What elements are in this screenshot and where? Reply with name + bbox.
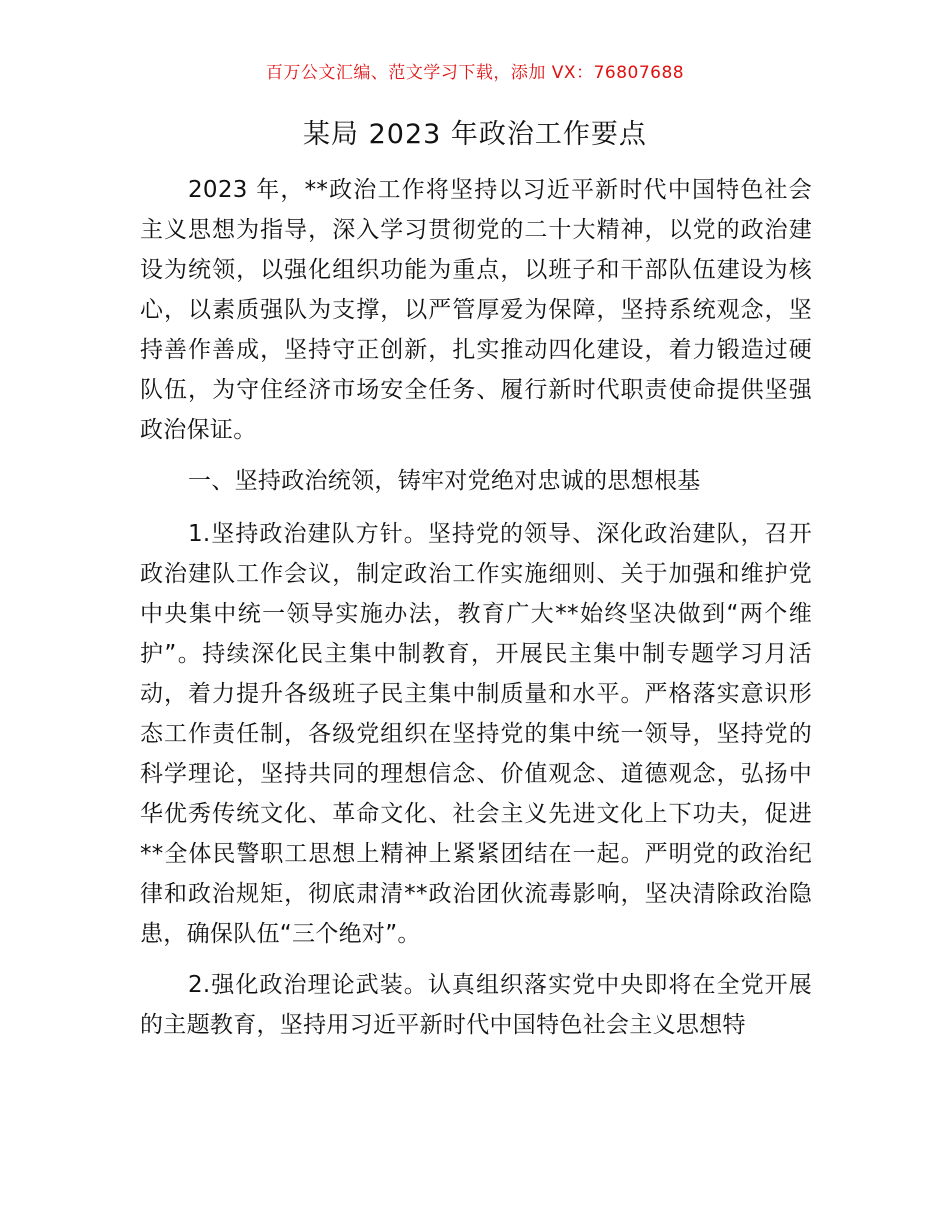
header-banner: 百万公文汇编、范文学习下载，添加 VX：76807688 bbox=[265, 63, 685, 83]
item-paragraph-1: 1.坚持政治建队方针。坚持党的领导、深化政治建队，召开政治建队工作会议，制定政治工作实施细则、关于加强和维护党中央集中统一领导实施办法，教育广大**始终坚决做到“两个维护”。持续深化民主集中制教育，开展民主集中制专题学习月活动，着力提升各级班子民主集中制质量和水平。严格落实意识形态工作责任制，各级党组织在坚持党的集中统一领导，坚持党的科学理论，坚持共同的理想信念、价值观念、道德观念，弘扬中华优秀传统文化、革命文化、社会主义先进文化上下功夫，促进**全体民警职工思想上精神上紧紧团结在一起。严明党的政治纪律和政治规矩，彻底肃清**政治团伙流毒影响，坚决清除政治隐患，确保队伍“三个绝对”。 bbox=[140, 521, 812, 947]
document-title: 某局 2023 年政治工作要点 bbox=[303, 119, 647, 150]
section-heading: 一、坚持政治统领，铸牢对党绝对忠诚的思想根基 bbox=[188, 468, 701, 494]
document-body bbox=[140, 170, 812, 1056]
intro-paragraph: 2023 年，**政治工作将坚持以习近平新时代中国特色社会主义思想为指导，深入学习贯彻党的二十大精神，以党的政治建设为统领，以强化组织功能为重点，以班子和干部队伍建设为核心，以素质强队为支撑，以严管厚爱为保障，坚持系统观念，坚持善作善成，坚持守正创新，扎实推动四化建设，着力锻造过硬队伍，为守住经济市场安全任务、履行新时代职责使命提供坚强政治保证。 bbox=[140, 177, 812, 443]
item-paragraph-2: 2.强化政治理论武装。认真组织落实党中央即将在全党开展的主题教育，坚持用习近平新时代中国特色社会主义思想特 bbox=[140, 972, 812, 1038]
